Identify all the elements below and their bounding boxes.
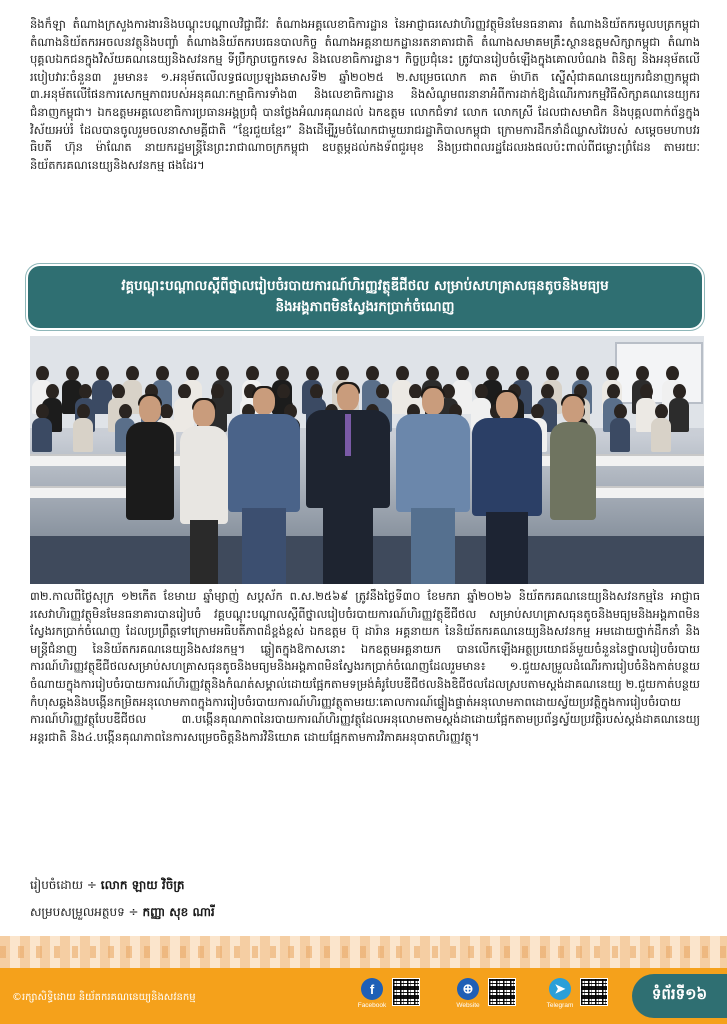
telegram-link[interactable]: [544, 978, 608, 1009]
photo-crowd-person: [426, 366, 439, 381]
photo-crowd-person: [36, 404, 49, 419]
photo-crowd-person: [36, 366, 49, 381]
prepared-by-label: រៀបចំដោយ ÷: [30, 878, 97, 892]
photo-projector-screen: [615, 342, 703, 404]
photo-crowd-person: [246, 366, 259, 381]
photo-crowd-person: [112, 384, 125, 399]
page-number-tab: [632, 974, 727, 1018]
photo-crowd-person: [486, 366, 499, 381]
editor-label: សម្របសម្រួលអត្ថបទ ÷: [30, 905, 139, 919]
photo-crowd-person: [336, 366, 349, 381]
photo-crowd-person: [96, 366, 109, 381]
photo-crowd-person: [186, 366, 199, 381]
telegram-qr-code-icon: [580, 978, 608, 1006]
website-link[interactable]: [452, 978, 516, 1009]
photo-crowd-person: [216, 366, 229, 381]
photo-crowd-person: [655, 404, 668, 419]
photo-crowd-person: [607, 384, 620, 399]
section-banner: [28, 266, 702, 328]
editor-credit: [30, 903, 215, 921]
photo-crowd-person: [576, 366, 589, 381]
prepared-by-name: លោក ឡាយ វិចិត្រ: [100, 878, 185, 892]
photo-crowd-person: [126, 366, 139, 381]
photo-crowd-person: [651, 418, 671, 452]
banner-title: [99, 276, 630, 318]
globe-icon[interactable]: ⊕: [457, 978, 479, 1000]
group-photo: [30, 336, 704, 584]
article-paragraph-1: និងក៏ឡា តំណាងក្រសួងការងារនិងបណ្តុះបណ្តាលវិជ្ជាជីវៈ តំណាងអគ្គលេខាធិការដ្ឋាន នៃអាជ្ញាធរសេវាហិរញ្ញវត្ថុមិនមែនធនាគារ តំណាងនិយ័តករមូលបត្រកម្ពុជា តំណាងនិយ័តករអចលនវត្ថុនិងបញ្ចាំ តំណាងនិយ័តករបរធនបាលកិច្ច តំណាងអគ្គនាយកដ្ឋានរតនាគារជាតិ តំណាងសមាគមគ្រឹះស្ថានឧត្តមសិក្សាកម្ពុជា តំណាងបុគ្គលឯកជនក្នុងវិស័យគណនេយ្យនិងសវនកម្ម ទីប្រឹក្សាបច្ចេកទេស និងលេខាធិការដ្ឋាន។ កិច្ចប្រជុំនេះ ត្រូវបានរៀបចំឡើងក្នុងគោលបំណង ពិនិត្យ និងអនុម័តលើរបៀបវារៈចំនួន៣ រួមមាន៖ ១.អនុម័តលើលទ្ធផលប្រឡងឆមាសទី២ ឆ្នាំ២០២៥ ២.សម្រេចលោក គាត ម៉ាហ៊ត ស្នើសុំជាគណនេយ្យករជំនាញកម្ពុជា ៣.អនុម័តលើផែនការសេកម្មភាពរបស់អនុគណៈកម្មាធិការទាំង៣ និងលេខាធិការដ្ឋាន និងសំណូមពរនានាអំពីការដាក់ឱ្យដំណើរការកម្មវិធីសិក្សាគណនេយ្យករជំនាញកម្ពុជា។ ឯកឧត្តមអគ្គលេខាធិការប្រធានអង្គប្រជុំ បានថ្លែងអំណរគុណដល់ ឯកឧត្តម លោកជំទាវ លោក លោកស្រី ដែលជាសមាជិក និងបុគ្គលពាក់ព័ន្ធក្នុងវិស័យអប់រំ ដែលបានចូលរួមចលនាសាមគ្គីជាតិ “ខ្មែរជួយខ្មែរ” និងដើម្បីរួមចំណែកជាមួយរាជរដ្ឋាភិបាលកម្ពុជា ក្រោមការដឹកនាំដ៏ឈ្លាសវៃរបស់ សម្តេចមហាបវរធិបតី ហ៊ុន ម៉ាណែត នាយករដ្ឋមន្ត្រីនៃព្រះរាជាណាចក្រកម្ពុជា ឧបត្ថម្ភដល់កងទ័ពជួរមុខ និងប្រជាពលរដ្ឋដែលរងផលប៉ះពាល់ពីជម្លោះព្រំដែន តាមរយៈនិយ័តករគណនេយ្យនិងសវនកម្ម ផងដែរ។: [30, 17, 700, 172]
photo-crowd-person: [306, 366, 319, 381]
photo-crowd-person: [79, 384, 92, 399]
photo-person: [228, 388, 300, 584]
facebook-qr-code-icon: [392, 978, 420, 1006]
page-footer: [0, 968, 727, 1024]
photo-crowd-person: [396, 366, 409, 381]
photo-crowd-person: [606, 366, 619, 381]
editor-name: កញ្ញា សុខ ណារី: [142, 905, 215, 919]
photo-crowd-person: [178, 384, 191, 399]
photo-crowd-person: [276, 366, 289, 381]
footer-copyright: ©រក្សាសិទ្ធិដោយ និយ័តករគណនេយ្យនិងសវនកម្ម: [12, 992, 196, 1003]
photo-crowd-person: [211, 384, 224, 399]
website-qr-code-icon: [488, 978, 516, 1006]
photo-crowd-person: [669, 398, 689, 432]
telegram-label: Telegram: [546, 1002, 574, 1009]
photo-crowd-person: [546, 366, 559, 381]
banner-title-line-1: វគ្គបណ្តុះបណ្តាលស្តីពីថ្នាលរៀបចំរបាយការណ៍ហិរញ្ញវត្ថុឌីជីថល សម្រាប់សហគ្រាសធុនតូចនិងមធ្យម: [121, 278, 609, 294]
prepared-by-credit: [30, 876, 185, 894]
photo-crowd-person: [156, 366, 169, 381]
photo-person: [306, 384, 390, 584]
photo-crowd-person: [666, 366, 679, 381]
photo-crowd-person: [673, 384, 686, 399]
photo-crowd-person: [456, 366, 469, 381]
photo-crowd-person: [66, 366, 79, 381]
photo-person: [472, 392, 542, 584]
photo-person: [550, 396, 596, 584]
telegram-icon[interactable]: ➤: [549, 978, 571, 1000]
photo-crowd-person: [516, 366, 529, 381]
photo-person: [126, 396, 174, 584]
banner-title-line-2: និងអង្គភាពមិនស្វែងរកប្រាក់ចំណេញ: [275, 299, 455, 315]
photo-crowd-person: [366, 366, 379, 381]
photo-crowd-person: [610, 418, 630, 452]
facebook-label: Facebook: [357, 1002, 387, 1009]
photo-crowd-person: [46, 384, 59, 399]
photo-crowd-person: [614, 404, 627, 419]
photo-person: [180, 400, 228, 584]
article-paragraph-2: ៣២.កាលពីថ្ងៃសុក្រ ១២កើត ខែមាឃ ឆ្នាំម្សាញ់ សប្តស័ក ព.ស.២៥៦៩ ត្រូវនឹងថ្ងៃទី៣០ ខែមករា ឆ្នាំ២០២៦ និយ័តករគណនេយ្យនិងសវនកម្មនៃ អាជ្ញាធរសេវាហិរញ្ញវត្ថុមិនមែនធនាគារបានរៀបចំ វគ្គបណ្តុះបណ្តាលស្តីពីថ្នាលរៀបចំរបាយការណ៍ហិរញ្ញវត្ថុឌីជីថល សម្រាប់សហគ្រាសធុនតូចនិងមធ្យមនិងអង្គភាពមិនស្វែងរកប្រាក់ចំណេញ ដែលប្រព្រឹត្តទៅក្រោមអធិបតីភាពដ៏ខ្ពង់ខ្ពស់ ឯកឧត្តម ប៊ុ ដារ៉ាន អគ្គនាយក នៃនិយ័តករគណនេយ្យនិងសវនកម្ម អមដោយថ្នាក់ដឹកនាំ និងមន្ត្រីជំនាញ នៃនិយ័តករគណនេយ្យនិងសវនកម្ម។ ឆ្លៀតក្នុងឱកាសនោះ ឯកឧត្តមអគ្គនាយក បានលើកឡើងអត្ថប្រយោជន៍មួយចំនួននៃថ្នាលរៀបចំរបាយការណ៍ហិរញ្ញវត្ថុឌីជីថលសម្រាប់សហគ្រាសធុនតូចនិងមធ្យមនិងអង្គភាពមិនស្វែងរកប្រាក់ចំណេញដែលរួមមាន៖ ១.ជួយសម្រួលដំណើរការរៀបចំនិងកាត់បន្ថយចំណាយក្នុងការរៀបចំរបាយការណ៍ហិរញ្ញវត្ថុនិងកំណត់សម្គាល់ដោយផ្អែកតាមទម្រង់គំរូបែបឌីជីថលនិងឌិជីថលដែលស្របតាមស្តង់ដាគណនេយ្យ ២.ជួយកាត់បន្ថយកំហុសឆ្គងនិងបង្កើនកម្រិតអនុលោមភាពក្នុងការរៀបចំរបាយការណ៍ហិរញ្ញវត្ថុតាមរយៈគោលការណ៍ផ្ទៀងផ្ទាត់អនុលោមភាពដោយស្វ័យប្រវត្តិក្នុងការរៀបចំរបាយការណ៍ហិរញ្ញវត្ថុបែបឌីជីថល ៣.បង្កើនគុណភាពនៃរបាយការណ៍ហិរញ្ញវត្ថុដែលអនុលោមតាមស្តង់ដាដោយផ្អែកតាមប្រព័ន្ធស្វ័យប្រវត្តិរបស់ស្តង់ដាគណនេយ្យអន្តរជាតិ និង៤.បង្កើនគុណភាពនៃការសម្រេចចិត្តនិងការវិនិយោគ ដោយផ្អែកតាមការវិភាគអនុបាតហិរញ្ញវត្ថុ។: [30, 589, 700, 744]
website-label: Website: [456, 1002, 480, 1009]
page-number: ទំព័រទី១៦: [651, 985, 708, 1003]
photo-crowd-person: [73, 418, 93, 452]
photo-crowd-person: [636, 366, 649, 381]
photo-crowd-person: [640, 384, 653, 399]
facebook-icon[interactable]: f: [361, 978, 383, 1000]
photo-crowd-person: [32, 418, 52, 452]
facebook-link[interactable]: [356, 978, 420, 1009]
decorative-border-pattern: [0, 936, 727, 968]
photo-person: [396, 388, 470, 584]
